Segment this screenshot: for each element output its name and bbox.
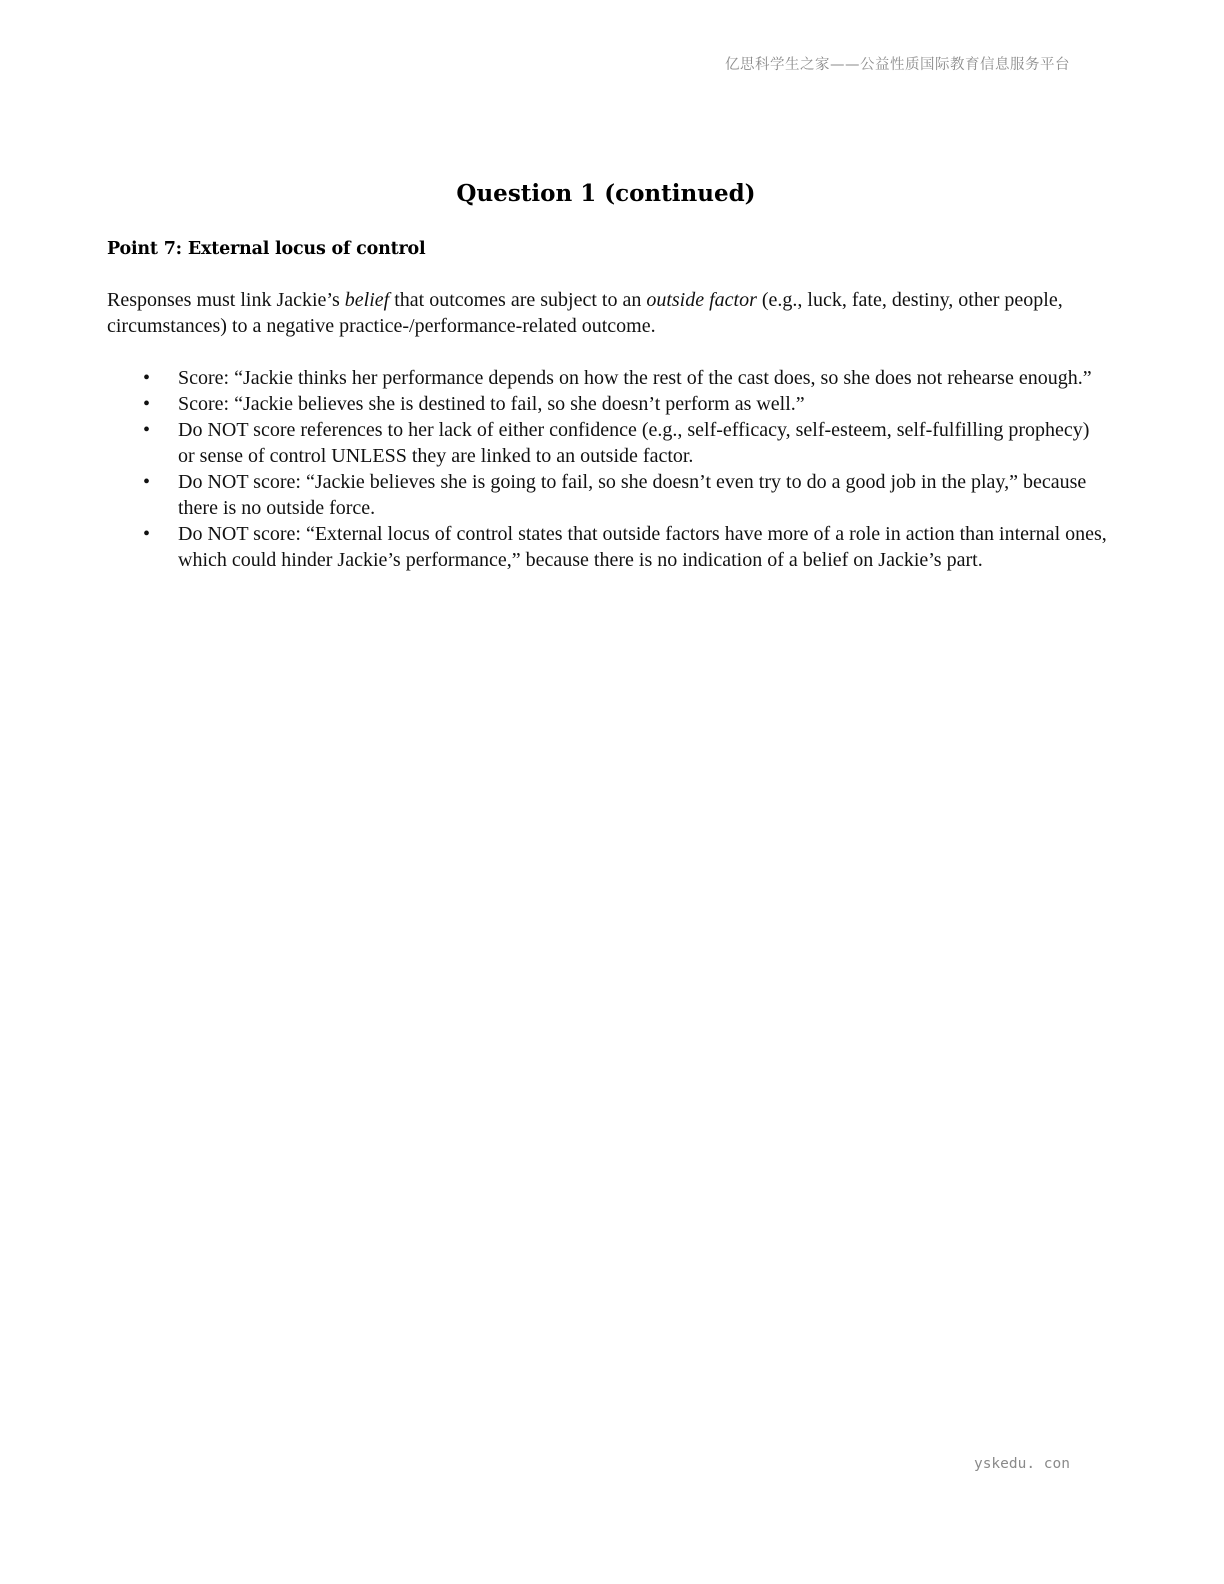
- footer-watermark: yskedu. con: [973, 1456, 1070, 1472]
- list-item: [107, 417, 1107, 469]
- list-item-text: Score: “Jackie believes she is destined to fail, so she doesn’t perform as well.”: [178, 393, 805, 415]
- intro-emphasis-outside-factor: outside factor: [646, 289, 757, 311]
- intro-text-3: (e.g., luck, fate, destiny, other people, circumstances) to a negative practice-/performance-related outcome.: [107, 289, 1063, 337]
- list-item: [107, 469, 1107, 521]
- header-watermark: 亿思科学生之家——公益性质国际教育信息服务平台: [725, 57, 1070, 73]
- list-item-text: Do NOT score references to her lack of either confidence (e.g., self-efficacy, self-esteem, self-fulfilling prophecy) or sense of control UNLESS they are linked to an outside factor.: [178, 419, 1090, 467]
- list-item-text: Do NOT score: “External locus of control states that outside factors have more of a role in action than internal ones, which could hinder Jackie’s performance,” because there is no indication of a belief on Jackie’s part.: [178, 523, 1107, 571]
- section-heading: Point 7: External locus of control: [107, 239, 426, 259]
- list-item: [107, 521, 1107, 573]
- bullet-icon: •: [143, 393, 151, 415]
- intro-emphasis-belief: belief: [344, 289, 390, 311]
- list-item-text: Score: “Jackie thinks her performance depends on how the rest of the cast does, so she does not rehearse enough.”: [178, 367, 1092, 389]
- bullet-icon: •: [143, 419, 151, 441]
- bullet-icon: •: [143, 367, 151, 389]
- intro-text-2: that outcomes are subject to an: [389, 289, 647, 311]
- bullet-icon: •: [143, 471, 151, 493]
- intro-text-1: Responses must link Jackie’s: [107, 289, 345, 311]
- intro-paragraph: [107, 287, 1107, 339]
- bullet-icon: •: [143, 523, 151, 545]
- list-item-text: Do NOT score: “Jackie believes she is going to fail, so she doesn’t even try to do a good job in the play,” because there is no outside force.: [178, 471, 1087, 519]
- page-title: Question 1 (continued): [456, 180, 756, 207]
- list-item: [107, 365, 1107, 391]
- list-item: [107, 391, 1107, 417]
- scoring-criteria-list: [107, 365, 1107, 573]
- content-section: [107, 239, 1107, 573]
